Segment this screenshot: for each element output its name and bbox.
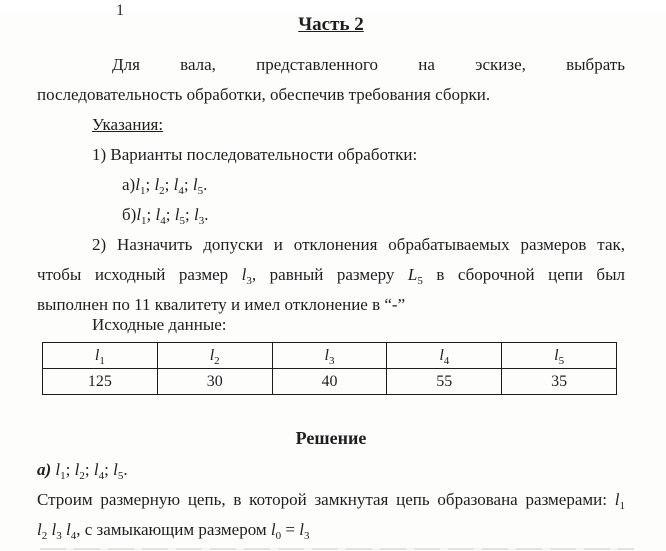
list-item-2-line-3: выполнен по 11 квалитету и имел отклонение в “-” (37, 295, 406, 314)
table-header-cell: $l_1$ (43, 343, 158, 369)
solution-heading: Решение (295, 428, 367, 448)
list-item-1: 1) Варианты последовательности обработки: (92, 145, 418, 164)
table-value-row (43, 369, 617, 395)
case-a-label: а) (37, 460, 52, 479)
solution-case-a (37, 455, 625, 485)
initial-data-table (42, 342, 617, 395)
page-title: Часть 2 (298, 14, 364, 35)
chain-line-1: Строим размерную цепь, в которой замкнутая цепь образована размерами: $l_1$ (37, 490, 625, 512)
table-value-cell: 35 (502, 369, 617, 395)
table-header-cell: $l_3$ (272, 343, 387, 369)
document-page (0, 2, 666, 551)
directives-heading (37, 110, 625, 140)
table-value-cell: 125 (43, 369, 158, 395)
option-a: $а)l_1$; $l_2$; $l_4$; $l_5$. (122, 175, 208, 197)
table-header-row (43, 343, 617, 369)
data-heading: Исходные данные: (92, 315, 227, 334)
list-item-2-line-2: чтобы исходный размер $l_3$, равный размеру $L_5$ в сборочной цепи был (37, 265, 625, 287)
list-item-2-line-1: 2) Назначить допуски и отклонения обрабатываемых размеров так, (92, 235, 625, 254)
cropped-text-fragment: 1 (116, 2, 124, 19)
case-a-sequence: $l_1$; $l_2$; $l_4$; $l_5$. (55, 460, 128, 482)
intro-line-1: Для вала, представленного на эскизе, выбрать (112, 55, 625, 74)
table-header-cell: $l_2$ (157, 343, 272, 369)
scan-artifact-line (40, 548, 634, 550)
table-header-cell: $l_5$ (502, 343, 617, 369)
directives-heading-text: Указания: (92, 115, 164, 134)
intro-line-2: последовательность обработки, обеспечив требования сборки. (37, 85, 491, 104)
table-value-cell: 55 (387, 369, 502, 395)
table-header-cell: $l_4$ (387, 343, 502, 369)
chain-line-2: $l_2$ $l_3$ $l_4$, с замыкающим размером $l_0 = l_3$ (37, 520, 310, 542)
table-value-cell: 30 (157, 369, 272, 395)
option-b: $б)l_1$; $l_4$; $l_5$; $l_3$. (122, 205, 209, 227)
table-value-cell: 40 (272, 369, 387, 395)
